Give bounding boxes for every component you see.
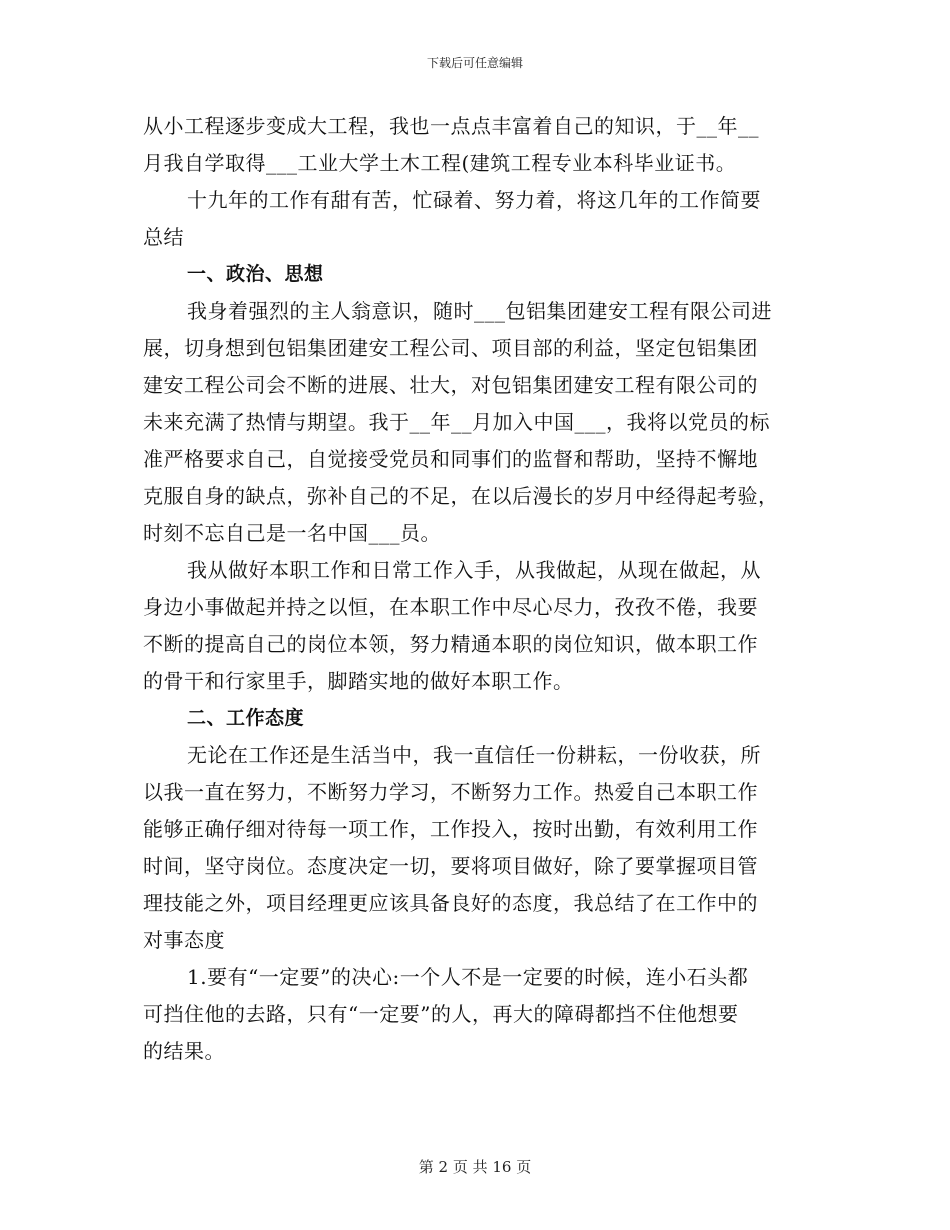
body-line: 能够正确仔细对待每一项工作，工作投入，按时出勤，有效利用工作 <box>143 817 758 841</box>
paragraph-start: 十九年的工作有甜有苦，忙碌着、努力着，将这几年的工作简要 <box>187 188 761 212</box>
body-line: 从小工程逐步变成大工程，我也一点点丰富着自己的知识，于__年__ <box>143 114 759 138</box>
section-heading-politics: 一、政治、思想 <box>187 263 324 285</box>
body-line: 展，切身想到包铝集团建安工程公司、项目部的利益，坚定包铝集团 <box>143 336 758 360</box>
paragraph-start: 我身着强烈的主人翁意识，随时___包铝集团建安工程有限公司进 <box>187 299 772 323</box>
body-line: 身边小事做起并持之以恒，在本职工作中尽心尽力，孜孜不倦，我要 <box>143 595 758 619</box>
list-item-1: 1.要有“一定要”的决心:一个人不是一定要的时候，连小石头都 <box>187 965 749 989</box>
document-body <box>143 108 808 1070</box>
body-line: 不断的提高自己的岗位本领，努力精通本职的岗位知识，做本职工作 <box>143 632 758 656</box>
body-line: 对事态度 <box>143 928 225 952</box>
paragraph-start: 我从做好本职工作和日常工作入手，从我做起，从现在做起，从 <box>187 558 761 582</box>
body-line: 总结 <box>143 225 184 249</box>
body-line: 准严格要求自己，自觉接受党员和同事们的监督和帮助，坚持不懈地 <box>143 447 758 471</box>
body-line: 克服自身的缺点，弥补自己的不足，在以后漫长的岁月中经得起考验， <box>143 484 779 508</box>
body-line: 月我自学取得___工业大学土木工程(建筑工程专业本科毕业证书。 <box>143 151 737 175</box>
body-line: 建安工程公司会不断的进展、壮大，对包铝集团建安工程有限公司的 <box>143 373 758 397</box>
body-line: 未来充满了热情与期望。我于__年__月加入中国___，我将以党员的标 <box>143 410 770 434</box>
section-heading-attitude: 二、工作态度 <box>187 707 305 729</box>
body-line: 的结果。 <box>143 1039 225 1063</box>
paragraph-start: 无论在工作还是生活当中，我一直信任一份耕耘，一份收获，所 <box>187 743 761 767</box>
body-line: 以我一直在努力，不断努力学习，不断努力工作。热爱自己本职工作 <box>143 780 758 804</box>
body-line: 可挡住他的去路，只有“一定要”的人，再大的障碍都挡不住他想要 <box>143 1002 739 1026</box>
body-line: 时刻不忘自己是一名中国___员。 <box>143 521 441 545</box>
page-header-note: 下载后可任意编辑 <box>426 56 523 70</box>
body-line: 时间，坚守岗位。态度决定一切，要将项目做好，除了要掌握项目管 <box>143 854 758 878</box>
body-line: 的骨干和行家里手，脚踏实地的做好本职工作。 <box>143 669 574 693</box>
body-line: 理技能之外，项目经理更应该具备良好的态度，我总结了在工作中的 <box>143 891 758 915</box>
page-number: 第 2 页 共 16 页 <box>418 1158 532 1176</box>
